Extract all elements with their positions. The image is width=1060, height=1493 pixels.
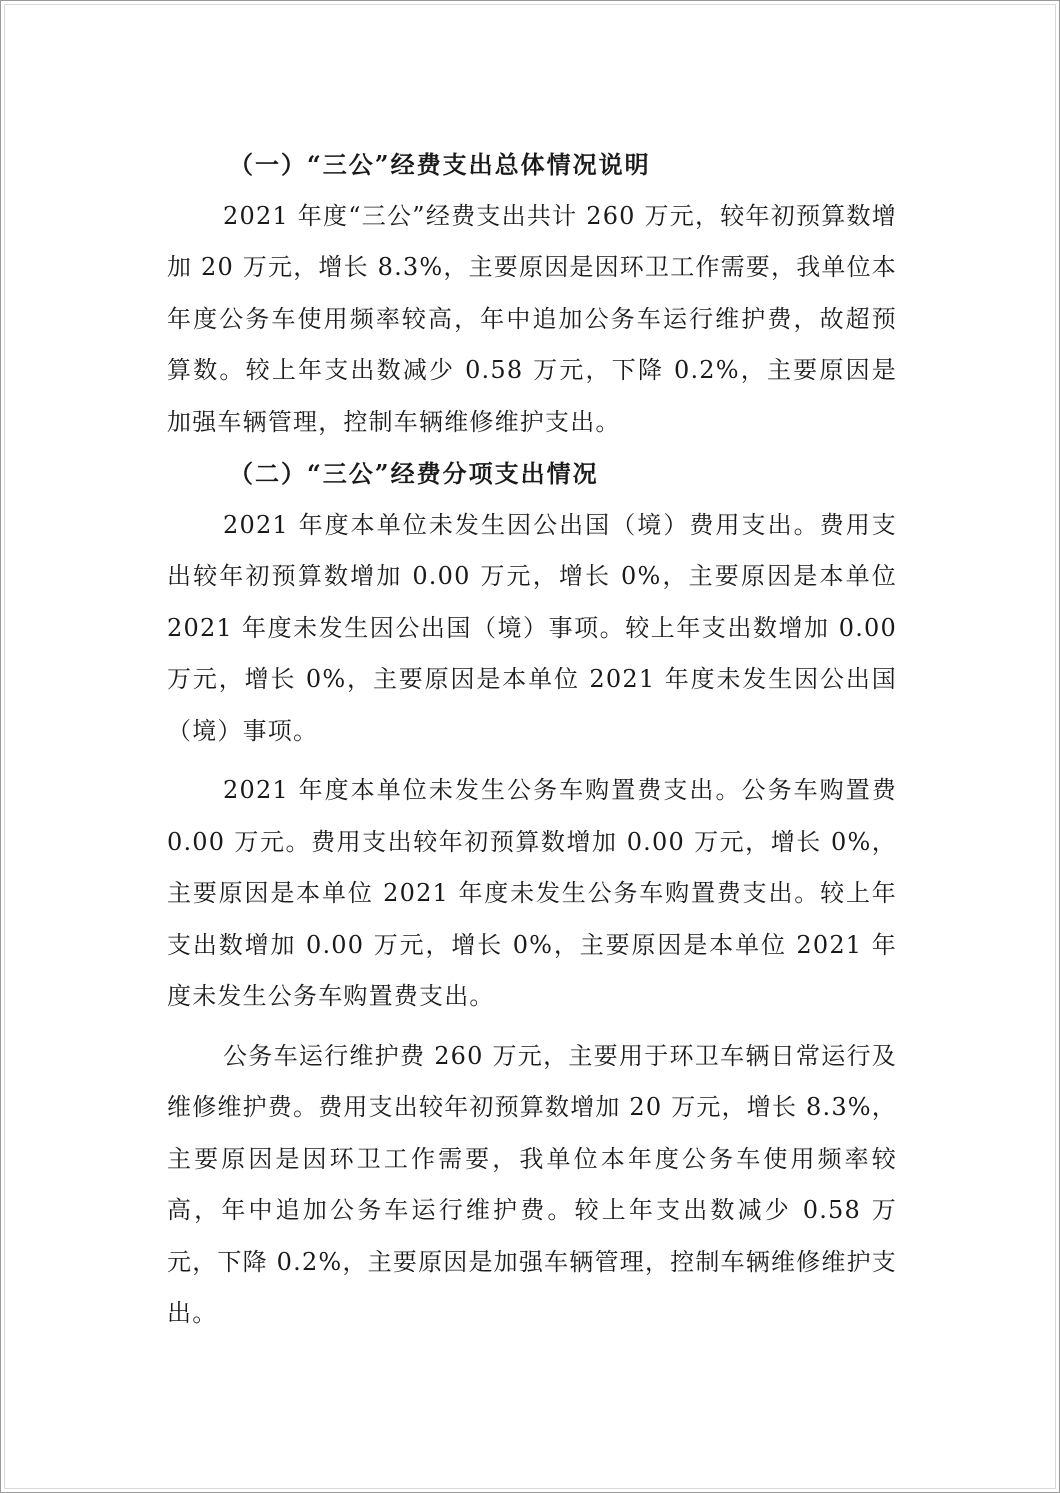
paragraph-overseas-travel: 2021 年度本单位未发生因公出国（境）费用支出。费用支出较年初预算数增加 0.00 万元，增长 0%，主要原因是本单位 2021 年度未发生因公出国（境）事项。较上年支出数增加 0.00 万元，增长 0%，主要原因是本单位 2021 年度未发生因公出国（境）事项。 xyxy=(167,510,897,745)
paragraph-spacer xyxy=(167,757,897,765)
paragraph-vehicle-purchase: 2021 年度本单位未发生公务车购置费支出。公务车购置费 0.00 万元。费用支出较年初预算数增加 0.00 万元，增长 0%，主要原因是本单位 2021 年度未发生公务车购置费支出。较上年支出数增加 0.00 万元，增长 0%，主要原因是本单位 2021 年度未发生公务车购置费支出。 xyxy=(167,776,897,1010)
section-heading-overall: （一）“三公”经费支出总体情况说明 xyxy=(229,150,651,179)
document-body xyxy=(167,139,897,1340)
paragraph-spacer xyxy=(167,1023,897,1031)
paragraph-vehicle-maintenance: 公务车运行维护费 260 万元，主要用于环卫车辆日常运行及维修维护费。费用支出较年初预算数增加 20 万元，增长 8.3%，主要原因是因环卫工作需要，我单位本年度公务车使用频率较高，年中追加公务车运行维护费。较上年支出数减少 0.58 万元，下降 0.2%，主要原因是加强车辆管理，控制车辆维修维护支出。 xyxy=(167,1041,897,1327)
paragraph-overall: 2021 年度“三公”经费支出共计 260 万元，较年初预算数增加 20 万元，增长 8.3%，主要原因是因环卫工作需要，我单位本年度公务车使用频率较高，年中追加公务车运行维护费，故超预算数。较上年支出数减少 0.58 万元，下降 0.2%，主要原因是加强车辆管理，控制车辆维修维护支出。 xyxy=(167,201,897,436)
section-heading-itemized: （二）“三公”经费分项支出情况 xyxy=(229,459,599,488)
